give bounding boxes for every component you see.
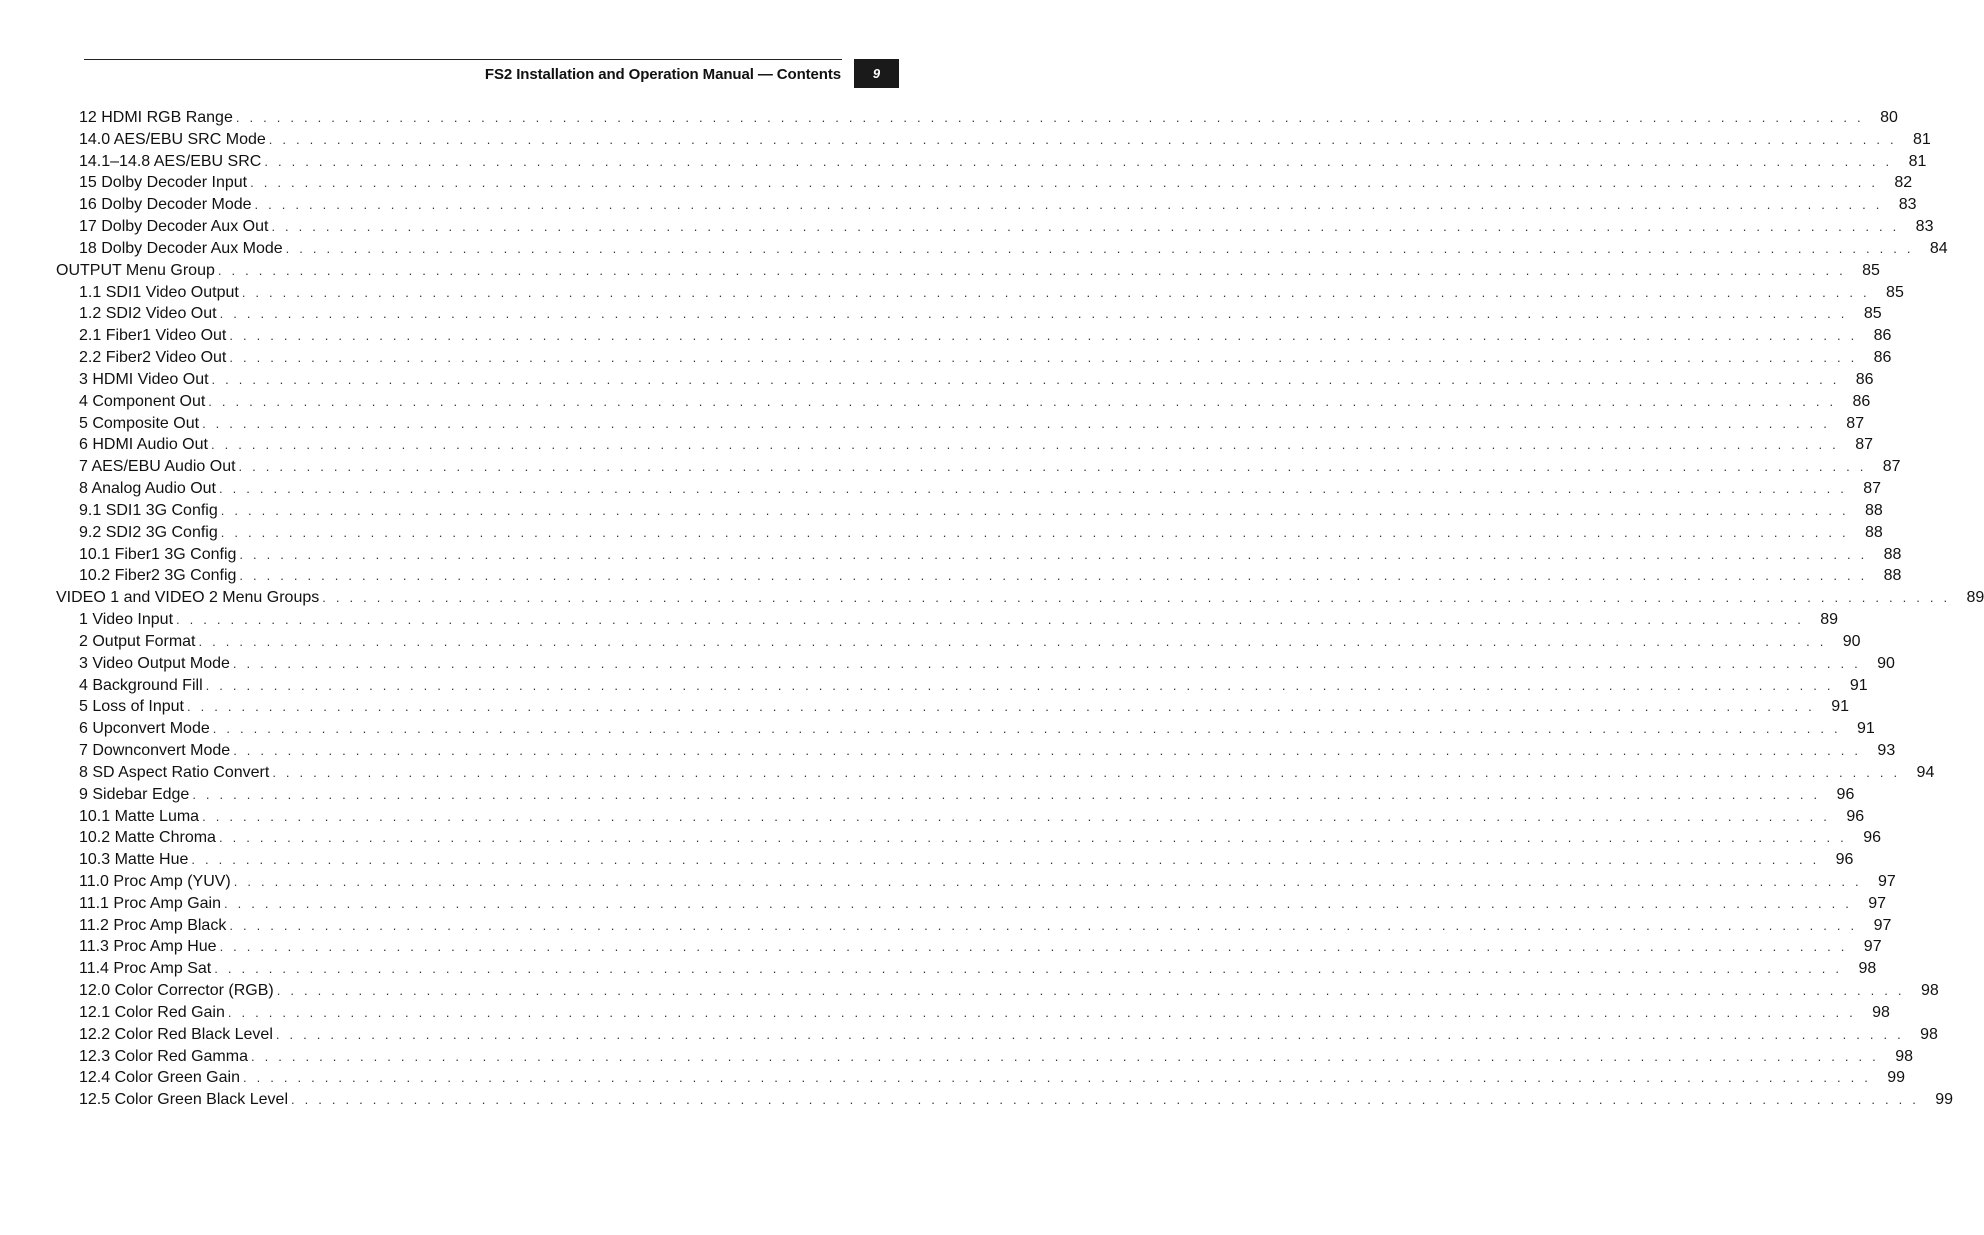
toc-entry-page: 87 [1882,458,1901,476]
toc-entry[interactable] [56,194,1917,216]
toc-dot-leader: . . . . . . . . . . . . . . . . . . . . . . . . . . . . . . . . . . . . . . . . . . . . . . . . . . . . . . . . . . . . . . . . . . . . . . . . . . . . . . . . . . . . . . . . . . . . . . . . . . . . . . . . . . . . . . . . . . . . . . . . [208,393,1837,409]
toc-entry-label: 7 AES/EBU Audio Out [79,458,236,476]
toc-entry-label: 11.1 Proc Amp Gain [79,894,221,912]
toc-entry[interactable] [56,718,1875,740]
toc-entry[interactable] [56,849,1854,871]
toc-dot-leader: . . . . . . . . . . . . . . . . . . . . . . . . . . . . . . . . . . . . . . . . . . . . . . . . . . . . . . . . . . . . . . . . . . . . . . . . . . . . . . . . . . . . . . . . . . . . . . . . . . . . . . . . . . . . . . . . . . . . . . . . [271,219,1900,235]
page-number: 9 [872,66,881,81]
toc-entry-page: 99 [1935,1091,1954,1109]
toc-entry-page: 98 [1920,982,1939,1000]
toc-entry-label: 10.3 Matte Hue [79,851,189,869]
toc-dot-leader: . . . . . . . . . . . . . . . . . . . . . . . . . . . . . . . . . . . . . . . . . . . . . . . . . . . . . . . . . . . . . . . . . . . . . . . . . . . . . . . . . . . . . . . . . . . . . . . . . . . . . . . . . . . . . . . . . . . . . . . . [217,262,1846,278]
toc-entry-page: 98 [1895,1047,1913,1065]
toc-dot-leader: . . . . . . . . . . . . . . . . . . . . . . . . . . . . . . . . . . . . . . . . . . . . . . . . . . . . . . . . . . . . . . . . . . . . . . . . . . . . . . . . . . . . . . . . . . . . . . . . . . . . . . . . . . . . . . . . . . . . . . . . [205,677,1834,693]
toc-entry-page: 91 [1831,698,1849,716]
toc-entry-page: 98 [1872,1003,1890,1021]
toc-entry[interactable] [56,456,1901,478]
toc-dot-leader: . . . . . . . . . . . . . . . . . . . . . . . . . . . . . . . . . . . . . . . . . . . . . . . . . . . . . . . . . . . . . . . . . . . . . . . . . . . . . . . . . . . . . . . . . . . . . . . . . . . . . . . . . . . . . . . . . . . . . . . . [254,197,1883,213]
toc-entry-page: 96 [1863,829,1881,847]
toc-entry-page: 90 [1842,632,1861,650]
toc-entry-page: 80 [1880,109,1898,126]
toc-entry-label: 1.2 SDI2 Video Out [79,305,217,323]
toc-entry[interactable] [56,522,1883,544]
toc-dot-leader: . . . . . . . . . . . . . . . . . . . . . . . . . . . . . . . . . . . . . . . . . . . . . . . . . . . . . . . . . . . . . . . . . . . . . . . . . . . . . . . . . . . . . . . . . . . . . . . . . . . . . . . . . . . . . . . . . . . . . . . . [229,328,1858,344]
toc-entry-page: 89 [1820,611,1839,629]
toc-entry-page: 94 [1916,763,1935,781]
toc-dot-leader: . . . . . . . . . . . . . . . . . . . . . . . . . . . . . . . . . . . . . . . . . . . . . . . . . . . . . . . . . . . . . . . . . . . . . . . . . . . . . . . . . . . . . . . . . . . . . . . . . . . . . . . . . . . . . . . . . . . . . . . . [232,655,1861,671]
toc-dot-leader: . . . . . . . . . . . . . . . . . . . . . . . . . . . . . . . . . . . . . . . . . . . . . . . . . . . . . . . . . . . . . . . . . . . . . . . . . . . . . . . . . . . . . . . . . . . . . . . . . . . . . . . . . . . . . . . . . . . . . . . . [211,371,1840,387]
toc-entry-page: 96 [1846,807,1865,825]
toc-entry-label: 6 HDMI Audio Out [79,436,208,454]
toc-entry-label: 4 Component Out [79,392,206,410]
toc-entry-page: 88 [1864,523,1883,541]
toc-dot-leader: . . . . . . . . . . . . . . . . . . . . . . . . . . . . . . . . . . . . . . . . . . . . . . . . . . . . . . . . . . . . . . . . . . . . . . . . . . . . . . . . . . . . . . . . . . . . . . . . . . . . . . . . . . . . . . . . . . . . . . . . [250,175,1879,191]
toc-entry-label: 8 Analog Audio Out [79,480,216,498]
toc-entry-label: 4 Background Fill [79,676,203,694]
toc-entry-page: 97 [1868,894,1887,912]
toc-entry-label: 10.1 Matte Luma [79,807,200,825]
toc-entry-page: 89 [1966,589,1984,607]
toc-entry[interactable] [56,238,1948,260]
toc-entry-label: 18 Dolby Decoder Aux Mode [79,239,283,257]
toc-dot-leader: . . . . . . . . . . . . . . . . . . . . . . . . . . . . . . . . . . . . . . . . . . . . . . . . . . . . . . . . . . . . . . . . . . . . . . . . . . . . . . . . . . . . . . . . . . . . . . . . . . . . . . . . . . . . . . . . . . . . . . . . [220,502,1849,518]
toc-dot-leader: . . . . . . . . . . . . . . . . . . . . . . . . . . . . . . . . . . . . . . . . . . . . . . . . . . . . . . . . . . . . . . . . . . . . . . . . . . . . . . . . . . . . . . . . . . . . . . . . . . . . . . . . . . . . . . . . . . . . . . . . [272,764,1901,780]
toc-entry[interactable] [56,675,1868,697]
toc-entry-label: 5 Loss of Input [79,698,184,716]
toc-entry[interactable] [56,784,1855,806]
toc-entry[interactable] [56,631,1861,653]
toc-dot-leader: . . . . . . . . . . . . . . . . . . . . . . . . . . . . . . . . . . . . . . . . . . . . . . . . . . . . . . . . . . . . . . . . . . . . . . . . . . . . . . . . . . . . . . . . . . . . . . . . . . . . . . . . . . . . . . . . . . . . . . . . [227,1004,1856,1020]
toc-dot-leader: . . . . . . . . . . . . . . . . . . . . . . . . . . . . . . . . . . . . . . . . . . . . . . . . . . . . . . . . . . . . . . . . . . . . . . . . . . . . . . . . . . . . . . . . . . . . . . . . . . . . . . . . . . . . . . . . . . . . . . . . [239,568,1868,584]
toc-entry-page: 84 [1929,239,1948,257]
toc-entry-label: 2 Output Format [79,632,196,650]
toc-entry[interactable] [56,958,1877,980]
toc-entry[interactable] [56,129,1931,151]
toc-entry-label: 15 Dolby Decoder Input [79,174,248,192]
toc-entry[interactable] [56,478,1882,500]
toc-entry-page: 93 [1877,742,1896,760]
toc-dot-leader: . . . . . . . . . . . . . . . . . . . . . . . . . . . . . . . . . . . . . . . . . . . . . . . . . . . . . . . . . . . . . . . . . . . . . . . . . . . . . . . . . . . . . . . . . . . . . . . . . . . . . . . . . . . . . . . . . . . . . . . . [322,590,1951,606]
toc-entry-page: 91 [1856,720,1875,738]
toc-dot-leader: . . . . . . . . . . . . . . . . . . . . . . . . . . . . . . . . . . . . . . . . . . . . . . . . . . . . . . . . . . . . . . . . . . . . . . . . . . . . . . . . . . . . . . . . . . . . . . . . . . . . . . . . . . . . . . . . . . . . . . . . [212,721,1841,737]
toc-dot-leader: . . . . . . . . . . . . . . . . . . . . . . . . . . . . . . . . . . . . . . . . . . . . . . . . . . . . . . . . . . . . . . . . . . . . . . . . . . . . . . . . . . . . . . . . . . . . . . . . . . . . . . . . . . . . . . . . . . . . . . . . [233,873,1862,889]
toc-dot-leader: . . . . . . . . . . . . . . . . . . . . . . . . . . . . . . . . . . . . . . . . . . . . . . . . . . . . . . . . . . . . . . . . . . . . . . . . . . . . . . . . . . . . . . . . . . . . . . . . . . . . . . . . . . . . . . . . . . . . . . . . [276,983,1905,999]
toc-dot-leader: . . . . . . . . . . . . . . . . . . . . . . . . . . . . . . . . . . . . . . . . . . . . . . . . . . . . . . . . . . . . . . . . . . . . . . . . . . . . . . . . . . . . . . . . . . . . . . . . . . . . . . . . . . . . . . . . . . . . . . . . [229,917,1858,933]
toc-entry-label: 10.1 Fiber1 3G Config [79,545,237,563]
toc-entry-label: 1.1 SDI1 Video Output [79,283,239,301]
toc-entry-page: 86 [1873,349,1892,367]
toc-entry[interactable] [56,893,1887,915]
toc-entry-label: 12.2 Color Red Black Level [79,1025,273,1043]
toc-entry-label: 2.2 Fiber2 Video Out [79,349,227,367]
toc-entry-label: 3 Video Output Mode [79,654,230,672]
toc-entry-page: 97 [1873,916,1892,934]
page-header-title: FS2 Installation and Operation Manual — Contents [484,66,841,83]
toc-entry[interactable] [56,1089,1954,1111]
toc-entry[interactable] [56,391,1871,413]
page-number-badge [854,59,899,88]
toc-entry[interactable] [56,565,1902,587]
toc-entry-label: 1 Video Input [79,611,174,629]
toc-entry-label: 9.1 SDI1 3G Config [79,501,218,519]
toc-entry-page: 86 [1852,392,1871,410]
toc-dot-leader: . . . . . . . . . . . . . . . . . . . . . . . . . . . . . . . . . . . . . . . . . . . . . . . . . . . . . . . . . . . . . . . . . . . . . . . . . . . . . . . . . . . . . . . . . . . . . . . . . . . . . . . . . . . . . . . . . . . . . . . . [191,852,1820,868]
toc-entry[interactable] [56,806,1865,828]
toc-entry-label: 8 SD Aspect Ratio Convert [79,763,270,781]
toc-entry-label: 7 Downconvert Mode [79,742,231,760]
toc-dot-leader: . . . . . . . . . . . . . . . . . . . . . . . . . . . . . . . . . . . . . . . . . . . . . . . . . . . . . . . . . . . . . . . . . . . . . . . . . . . . . . . . . . . . . . . . . . . . . . . . . . . . . . . . . . . . . . . . . . . . . . . . [250,1048,1879,1064]
toc-entry-page: 87 [1855,436,1873,454]
toc-entry-label: 14.0 AES/EBU SRC Mode [79,130,266,148]
toc-section-entry[interactable] [56,260,1880,282]
toc-entry[interactable] [56,1024,1938,1046]
toc-entry-label: 12.1 Color Red Gain [79,1003,225,1021]
toc-entry[interactable] [56,1046,1913,1068]
toc-entry-page: 99 [1887,1069,1906,1087]
toc-entry[interactable] [56,325,1892,347]
toc-dot-leader: . . . . . . . . . . . . . . . . . . . . . . . . . . . . . . . . . . . . . . . . . . . . . . . . . . . . . . . . . . . . . . . . . . . . . . . . . . . . . . . . . . . . . . . . . . . . . . . . . . . . . . . . . . . . . . . . . . . . . . . . [242,1070,1872,1086]
toc-entry[interactable] [56,762,1935,784]
toc-entry-page: 81 [1908,152,1927,170]
toc-entry[interactable] [56,216,1934,238]
toc-entry[interactable] [56,653,1895,675]
toc-dot-leader: . . . . . . . . . . . . . . . . . . . . . . . . . . . . . . . . . . . . . . . . . . . . . . . . . . . . . . . . . . . . . . . . . . . . . . . . . . . . . . . . . . . . . . . . . . . . . . . . . . . . . . . . . . . . . . . . . . . . . . . . [239,546,1868,562]
toc-entry[interactable] [56,434,1873,456]
toc-entry-page: 98 [1858,960,1877,978]
toc-dot-leader: . . . . . . . . . . . . . . . . . . . . . . . . . . . . . . . . . . . . . . . . . . . . . . . . . . . . . . . . . . . . . . . . . . . . . . . . . . . . . . . . . . . . . . . . . . . . . . . . . . . . . . . . . . . . . . . . . . . . . . . . [210,437,1839,453]
toc-entry[interactable] [56,544,1902,566]
toc-entry-page: 83 [1915,218,1934,236]
toc-entry-page: 86 [1855,370,1874,388]
toc-dot-leader: . . . . . . . . . . . . . . . . . . . . . . . . . . . . . . . . . . . . . . . . . . . . . . . . . . . . . . . . . . . . . . . . . . . . . . . . . . . . . . . . . . . . . . . . . . . . . . . . . . . . . . . . . . . . . . . . . . . . . . . . [291,1092,1920,1108]
toc-entry-page: 81 [1913,130,1931,148]
toc-entry-label: 11.0 Proc Amp (YUV) [79,872,231,890]
toc-entry-page: 83 [1898,196,1917,214]
toc-entry-label: 12.4 Color Green Gain [79,1069,240,1087]
toc-entry-page: 85 [1863,305,1882,323]
toc-dot-leader: . . . . . . . . . . . . . . . . . . . . . . . . . . . . . . . . . . . . . . . . . . . . . . . . . . . . . . . . . . . . . . . . . . . . . . . . . . . . . . . . . . . . . . . . . . . . . . . . . . . . . . . . . . . . . . . . . . . . . . . . [214,961,1843,977]
toc-dot-leader: . . . . . . . . . . . . . . . . . . . . . . . . . . . . . . . . . . . . . . . . . . . . . . . . . . . . . . . . . . . . . . . . . . . . . . . . . . . . . . . . . . . . . . . . . . . . . . . . . . . . . . . . . . . . . . . . . . . . . . . . [186,699,1815,715]
toc-dot-leader: . . . . . . . . . . . . . . . . . . . . . . . . . . . . . . . . . . . . . . . . . . . . . . . . . . . . . . . . . . . . . . . . . . . . . . . . . . . . . . . . . . . . . . . . . . . . . . . . . . . . . . . . . . . . . . . . . . . . . . . . [219,939,1848,955]
toc-dot-leader: . . . . . . . . . . . . . . . . . . . . . . . . . . . . . . . . . . . . . . . . . . . . . . . . . . . . . . . . . . . . . . . . . . . . . . . . . . . . . . . . . . . . . . . . . . . . . . . . . . . . . . . . . . . . . . . . . . . . . . . . [229,350,1858,366]
toc-entry-page: 85 [1886,283,1904,301]
toc-entry-page: 88 [1883,567,1902,585]
toc-entry-label: 14.1–14.8 AES/EBU SRC [79,152,262,170]
toc-entry-label: 3 HDMI Video Out [79,370,209,388]
toc-entry[interactable] [56,369,1874,391]
toc-dot-leader: . . . . . . . . . . . . . . . . . . . . . . . . . . . . . . . . . . . . . . . . . . . . . . . . . . . . . . . . . . . . . . . . . . . . . . . . . . . . . . . . . . . . . . . . . . . . . . . . . . . . . . . . . . . . . . . . . . . . . . . . [285,240,1914,256]
toc-dot-leader: . . . . . . . . . . . . . . . . . . . . . . . . . . . . . . . . . . . . . . . . . . . . . . . . . . . . . . . . . . . . . . . . . . . . . . . . . . . . . . . . . . . . . . . . . . . . . . . . . . . . . . . . . . . . . . . . . . . . . . . . [219,306,1848,322]
toc-entry-label: 12 HDMI RGB Range [79,109,233,126]
toc-entry[interactable] [56,107,1898,129]
toc-entry-label: 10.2 Fiber2 3G Config [79,567,237,585]
toc-entry[interactable] [56,980,1939,1002]
toc-entry[interactable] [56,282,1904,304]
toc-entry-page: 96 [1836,785,1855,803]
toc-entry-page: 82 [1894,174,1913,192]
toc-entry-label: 9.2 SDI2 3G Config [79,523,218,541]
toc-entry[interactable] [56,303,1882,325]
toc-entry-page: 88 [1864,501,1883,519]
toc-dot-leader: . . . . . . . . . . . . . . . . . . . . . . . . . . . . . . . . . . . . . . . . . . . . . . . . . . . . . . . . . . . . . . . . . . . . . . . . . . . . . . . . . . . . . . . . . . . . . . . . . . . . . . . . . . . . . . . . . . . . . . . . [218,830,1847,846]
header-rule [84,59,842,60]
toc-dot-leader: . . . . . . . . . . . . . . . . . . . . . . . . . . . . . . . . . . . . . . . . . . . . . . . . . . . . . . . . . . . . . . . . . . . . . . . . . . . . . . . . . . . . . . . . . . . . . . . . . . . . . . . . . . . . . . . . . . . . . . . . [275,1026,1904,1042]
toc-dot-leader: . . . . . . . . . . . . . . . . . . . . . . . . . . . . . . . . . . . . . . . . . . . . . . . . . . . . . . . . . . . . . . . . . . . . . . . . . . . . . . . . . . . . . . . . . . . . . . . . . . . . . . . . . . . . . . . . . . . . . . . . [224,895,1853,911]
toc-entry[interactable] [56,915,1892,937]
toc-dot-leader: . . . . . . . . . . . . . . . . . . . . . . . . . . . . . . . . . . . . . . . . . . . . . . . . . . . . . . . . . . . . . . . . . . . . . . . . . . . . . . . . . . . . . . . . . . . . . . . . . . . . . . . . . . . . . . . . . . . . . . . . [202,808,1831,824]
toc-dot-leader: . . . . . . . . . . . . . . . . . . . . . . . . . . . . . . . . . . . . . . . . . . . . . . . . . . . . . . . . . . . . . . . . . . . . . . . . . . . . . . . . . . . . . . . . . . . . . . . . . . . . . . . . . . . . . . . . . . . . . . . . [264,153,1893,169]
toc-entry-label: 2.1 Fiber1 Video Out [79,327,227,345]
toc-entry-label: 11.2 Proc Amp Black [79,916,227,934]
toc-entry-label: 16 Dolby Decoder Mode [79,196,252,214]
toc-entry[interactable] [56,936,1882,958]
toc-entry-page: 97 [1878,872,1896,890]
toc-dot-leader: . . . . . . . . . . . . . . . . . . . . . . . . . . . . . . . . . . . . . . . . . . . . . . . . . . . . . . . . . . . . . . . . . . . . . . . . . . . . . . . . . . . . . . . . . . . . . . . . . . . . . . . . . . . . . . . . . . . . . . . . [176,612,1805,628]
toc-entry[interactable] [56,151,1927,173]
toc-dot-leader: . . . . . . . . . . . . . . . . . . . . . . . . . . . . . . . . . . . . . . . . . . . . . . . . . . . . . . . . . . . . . . . . . . . . . . . . . . . . . . . . . . . . . . . . . . . . . . . . . . . . . . . . . . . . . . . . . . . . . . . . [268,131,1897,147]
toc-entry[interactable] [56,1002,1890,1024]
toc-dot-leader: . . . . . . . . . . . . . . . . . . . . . . . . . . . . . . . . . . . . . . . . . . . . . . . . . . . . . . . . . . . . . . . . . . . . . . . . . . . . . . . . . . . . . . . . . . . . . . . . . . . . . . . . . . . . . . . . . . . . . . . . [192,786,1821,802]
toc-entry-label: OUTPUT Menu Group [56,261,215,279]
toc-entry-page: 85 [1862,261,1880,279]
toc-dot-leader: . . . . . . . . . . . . . . . . . . . . . . . . . . . . . . . . . . . . . . . . . . . . . . . . . . . . . . . . . . . . . . . . . . . . . . . . . . . . . . . . . . . . . . . . . . . . . . . . . . . . . . . . . . . . . . . . . . . . . . . . [238,459,1867,475]
toc-entry-page: 86 [1873,327,1892,345]
toc-entry-label: VIDEO 1 and VIDEO 2 Menu Groups [56,589,320,607]
toc-entry-page: 91 [1849,676,1868,694]
toc-entry-page: 90 [1877,654,1895,672]
toc-entry-label: 12.3 Color Red Gamma [79,1047,248,1065]
toc-entry-label: 10.2 Matte Chroma [79,829,216,847]
toc-entry-label: 5 Composite Out [79,414,200,432]
toc-dot-leader: . . . . . . . . . . . . . . . . . . . . . . . . . . . . . . . . . . . . . . . . . . . . . . . . . . . . . . . . . . . . . . . . . . . . . . . . . . . . . . . . . . . . . . . . . . . . . . . . . . . . . . . . . . . . . . . . . . . . . . . . [219,481,1848,497]
toc-entry-page: 87 [1846,414,1865,432]
toc-entry[interactable] [56,1067,1906,1089]
toc-dot-leader: . . . . . . . . . . . . . . . . . . . . . . . . . . . . . . . . . . . . . . . . . . . . . . . . . . . . . . . . . . . . . . . . . . . . . . . . . . . . . . . . . . . . . . . . . . . . . . . . . . . . . . . . . . . . . . . . . . . . . . . . [220,524,1849,540]
toc-entry-page: 97 [1863,938,1882,956]
toc-entry-page: 96 [1835,851,1854,869]
toc-entry-page: 88 [1883,545,1902,563]
toc-entry-page: 87 [1863,480,1882,498]
toc-entry[interactable] [56,347,1892,369]
toc-entry-label: 11.4 Proc Amp Sat [79,960,212,978]
toc-entry[interactable] [56,740,1896,762]
table-of-contents [56,107,1984,1111]
toc-entry[interactable] [56,609,1839,631]
toc-dot-leader: . . . . . . . . . . . . . . . . . . . . . . . . . . . . . . . . . . . . . . . . . . . . . . . . . . . . . . . . . . . . . . . . . . . . . . . . . . . . . . . . . . . . . . . . . . . . . . . . . . . . . . . . . . . . . . . . . . . . . . . . [235,110,1864,125]
toc-entry-label: 11.3 Proc Amp Hue [79,938,217,956]
toc-entry[interactable] [56,172,1913,194]
toc-entry-page: 98 [1920,1025,1938,1043]
toc-entry[interactable] [56,827,1881,849]
toc-dot-leader: . . . . . . . . . . . . . . . . . . . . . . . . . . . . . . . . . . . . . . . . . . . . . . . . . . . . . . . . . . . . . . . . . . . . . . . . . . . . . . . . . . . . . . . . . . . . . . . . . . . . . . . . . . . . . . . . . . . . . . . . [233,743,1862,759]
toc-dot-leader: . . . . . . . . . . . . . . . . . . . . . . . . . . . . . . . . . . . . . . . . . . . . . . . . . . . . . . . . . . . . . . . . . . . . . . . . . . . . . . . . . . . . . . . . . . . . . . . . . . . . . . . . . . . . . . . . . . . . . . . . [241,284,1870,300]
toc-entry-label: 17 Dolby Decoder Aux Out [79,218,269,236]
toc-dot-leader: . . . . . . . . . . . . . . . . . . . . . . . . . . . . . . . . . . . . . . . . . . . . . . . . . . . . . . . . . . . . . . . . . . . . . . . . . . . . . . . . . . . . . . . . . . . . . . . . . . . . . . . . . . . . . . . . . . . . . . . . [202,415,1831,431]
toc-entry-label: 12.5 Color Green Black Level [79,1091,288,1109]
toc-entry-label: 9 Sidebar Edge [79,785,190,803]
toc-entry[interactable] [56,696,1849,718]
toc-entry[interactable] [56,413,1865,435]
toc-entry[interactable] [56,500,1883,522]
toc-entry[interactable] [56,871,1896,893]
toc-section-entry[interactable] [56,587,1984,609]
toc-entry-label: 12.0 Color Corrector (RGB) [79,982,274,1000]
toc-dot-leader: . . . . . . . . . . . . . . . . . . . . . . . . . . . . . . . . . . . . . . . . . . . . . . . . . . . . . . . . . . . . . . . . . . . . . . . . . . . . . . . . . . . . . . . . . . . . . . . . . . . . . . . . . . . . . . . . . . . . . . . . [198,633,1827,649]
toc-entry-label: 6 Upconvert Mode [79,720,210,738]
